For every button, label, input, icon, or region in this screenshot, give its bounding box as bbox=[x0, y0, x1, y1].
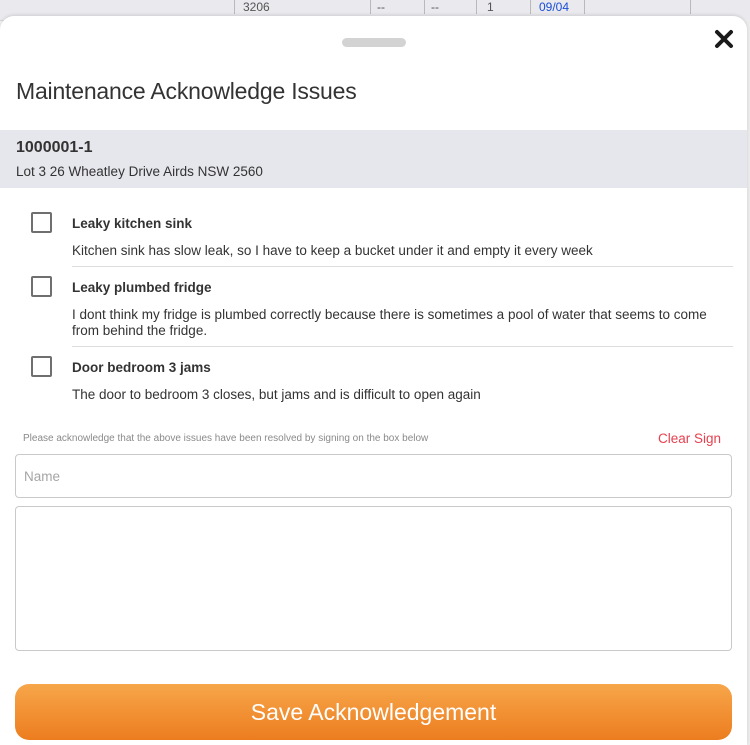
close-button[interactable] bbox=[711, 26, 737, 52]
background-cell: -- bbox=[424, 0, 439, 14]
sheet-grabber-handle[interactable] bbox=[342, 38, 406, 47]
background-cell-divider bbox=[584, 0, 585, 14]
property-card bbox=[0, 130, 747, 188]
clear-sign-button[interactable]: Clear Sign bbox=[658, 431, 722, 446]
issue-description: The door to bedroom 3 closes, but jams and is difficult to open again bbox=[72, 387, 481, 402]
background-cell-divider bbox=[690, 0, 691, 14]
background-cell: 3206 bbox=[234, 0, 270, 14]
issue-title: Door bedroom 3 jams bbox=[72, 360, 211, 375]
issue-divider bbox=[72, 346, 733, 347]
issue-description: Kitchen sink has slow leak, so I have to keep a bucket under it and empty it every week bbox=[72, 243, 593, 258]
property-id: 1000001-1 bbox=[16, 139, 93, 156]
issue-divider bbox=[72, 266, 733, 267]
signature-pad[interactable] bbox=[15, 506, 732, 651]
background-cell: 09/04 bbox=[530, 0, 569, 14]
page-title: Maintenance Acknowledge Issues bbox=[16, 78, 357, 104]
issue-description: I dont think my fridge is plumbed correctly because there is sometimes a pool of water that seems to come from behind the fridge. bbox=[72, 307, 707, 338]
name-input[interactable] bbox=[15, 454, 732, 498]
acknowledge-modal-sheet bbox=[0, 16, 747, 745]
issue-checkbox[interactable] bbox=[31, 212, 52, 233]
background-cell: 1 bbox=[476, 0, 494, 14]
property-address: Lot 3 26 Wheatley Drive Airds NSW 2560 bbox=[16, 164, 263, 179]
issue-title: Leaky plumbed fridge bbox=[72, 280, 212, 295]
close-icon bbox=[714, 29, 734, 49]
save-acknowledgement-button[interactable]: Save Acknowledgement bbox=[15, 684, 732, 740]
issues-list[interactable] bbox=[0, 188, 747, 402]
issue-checkbox[interactable] bbox=[31, 276, 52, 297]
signature-instructions: Please acknowledge that the above issues have been resolved by signing on the box below bbox=[23, 433, 429, 444]
background-cell: -- bbox=[370, 0, 385, 14]
issue-checkbox[interactable] bbox=[31, 356, 52, 377]
issue-title: Leaky kitchen sink bbox=[72, 216, 193, 231]
